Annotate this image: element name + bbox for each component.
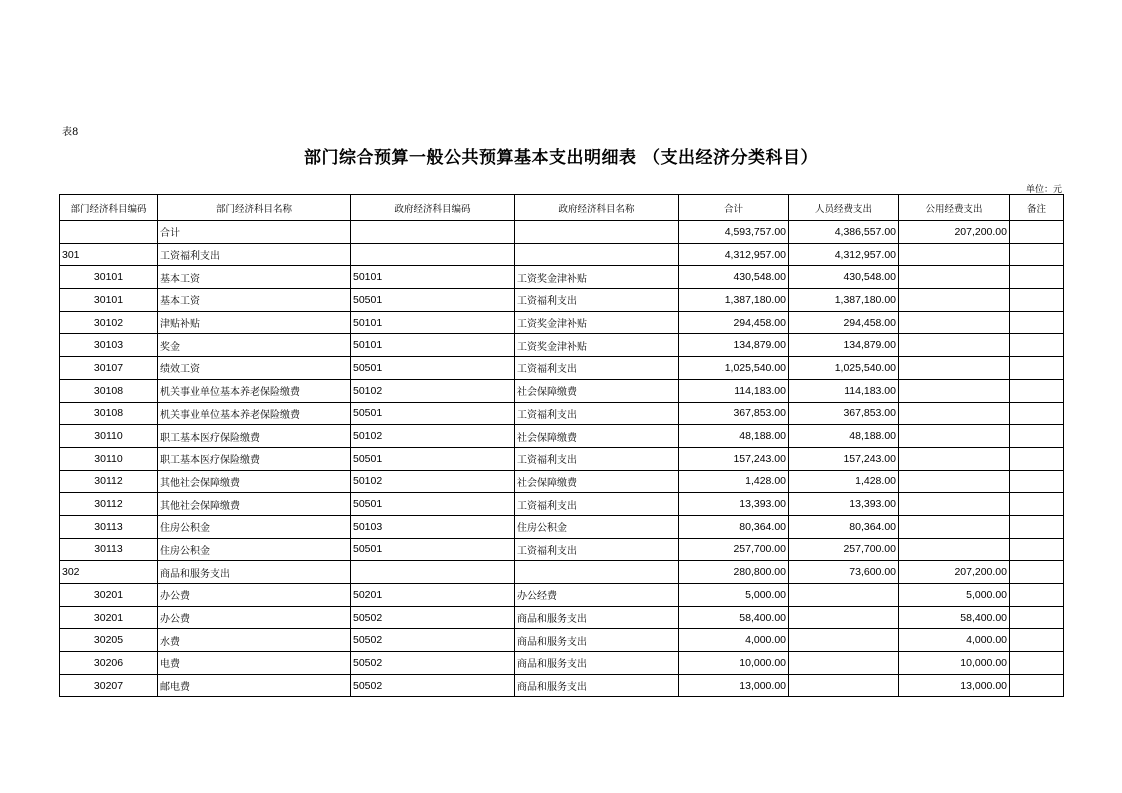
table-row: [60, 470, 1064, 493]
gov-name-cell: [515, 243, 679, 266]
table-row: [60, 289, 1064, 312]
unit-label: 单位：元: [1025, 185, 1062, 195]
gov-code-cell: 50501: [351, 357, 515, 380]
total-cell: 367,853.00: [679, 402, 789, 425]
gov-name-cell: 社会保障缴费: [515, 470, 679, 493]
table-row: [60, 357, 1064, 380]
remark-cell: [1010, 652, 1064, 675]
remark-cell: [1010, 425, 1064, 448]
dept-name-cell: 奖金: [158, 334, 351, 357]
personnel-cell: 430,548.00: [789, 266, 899, 289]
total-cell: 294,458.00: [679, 311, 789, 334]
dept-code-cell: 30205: [60, 629, 158, 652]
dept-code-cell: 30107: [60, 357, 158, 380]
gov-name-cell: 社会保障缴费: [515, 425, 679, 448]
gov-code-cell: 50101: [351, 311, 515, 334]
gov-code-cell: 50103: [351, 515, 515, 538]
gov-code-cell: [351, 221, 515, 244]
remark-cell: [1010, 447, 1064, 470]
dept-name-cell: 办公费: [158, 584, 351, 607]
dept-name-cell: 基本工资: [158, 289, 351, 312]
table-row: [60, 515, 1064, 538]
gov-name-cell: 工资福利支出: [515, 402, 679, 425]
gov-name-cell: 办公经费: [515, 584, 679, 607]
total-cell: 257,700.00: [679, 538, 789, 561]
gov-code-cell: 50502: [351, 674, 515, 697]
public-cell: [899, 402, 1010, 425]
table-row: [60, 674, 1064, 697]
gov-code-cell: 50201: [351, 584, 515, 607]
dept-code-cell: 30207: [60, 674, 158, 697]
personnel-cell: 367,853.00: [789, 402, 899, 425]
dept-name-cell: 其他社会保障缴费: [158, 470, 351, 493]
table-row: [60, 447, 1064, 470]
remark-cell: [1010, 402, 1064, 425]
dept-code-cell: 30206: [60, 652, 158, 675]
header-public: 公用经费支出: [899, 195, 1010, 221]
dept-code-cell: 30102: [60, 311, 158, 334]
table-row: [60, 493, 1064, 516]
gov-name-cell: 商品和服务支出: [515, 606, 679, 629]
dept-name-cell: 住房公积金: [158, 538, 351, 561]
remark-cell: [1010, 266, 1064, 289]
gov-code-cell: 50102: [351, 379, 515, 402]
remark-cell: [1010, 221, 1064, 244]
dept-name-cell: 住房公积金: [158, 515, 351, 538]
remark-cell: [1010, 606, 1064, 629]
total-cell: 5,000.00: [679, 584, 789, 607]
dept-code-cell: 30112: [60, 470, 158, 493]
dept-code-cell: 30112: [60, 493, 158, 516]
dept-name-cell: 商品和服务支出: [158, 561, 351, 584]
table-header-row: [60, 195, 1064, 221]
personnel-cell: [789, 584, 899, 607]
dept-name-cell: 绩效工资: [158, 357, 351, 380]
public-cell: [899, 493, 1010, 516]
remark-cell: [1010, 311, 1064, 334]
table-row: [60, 266, 1064, 289]
dept-name-cell: 工资福利支出: [158, 243, 351, 266]
gov-code-cell: [351, 561, 515, 584]
header-dept-code: 部门经济科目编码: [60, 195, 158, 221]
personnel-cell: 157,243.00: [789, 447, 899, 470]
total-cell: 48,188.00: [679, 425, 789, 448]
personnel-cell: 4,386,557.00: [789, 221, 899, 244]
gov-code-cell: [351, 243, 515, 266]
dept-code-cell: 30101: [60, 289, 158, 312]
remark-cell: [1010, 243, 1064, 266]
header-personnel: 人员经费支出: [789, 195, 899, 221]
header-dept-name: 部门经济科目名称: [158, 195, 351, 221]
dept-code-cell: 30110: [60, 425, 158, 448]
remark-cell: [1010, 674, 1064, 697]
public-cell: [899, 425, 1010, 448]
gov-name-cell: 工资奖金津补贴: [515, 334, 679, 357]
public-cell: [899, 243, 1010, 266]
remark-cell: [1010, 515, 1064, 538]
header-remark: 备注: [1010, 195, 1064, 221]
gov-code-cell: 50502: [351, 606, 515, 629]
personnel-cell: 4,312,957.00: [789, 243, 899, 266]
personnel-cell: 1,428.00: [789, 470, 899, 493]
total-cell: 114,183.00: [679, 379, 789, 402]
gov-code-cell: 50501: [351, 289, 515, 312]
dept-name-cell: 机关事业单位基本养老保险缴费: [158, 402, 351, 425]
public-cell: 5,000.00: [899, 584, 1010, 607]
public-cell: [899, 266, 1010, 289]
dept-name-cell: 职工基本医疗保险缴费: [158, 447, 351, 470]
public-cell: 207,200.00: [899, 561, 1010, 584]
total-cell: 10,000.00: [679, 652, 789, 675]
group-row: [60, 243, 1064, 266]
table-row: [60, 402, 1064, 425]
remark-cell: [1010, 470, 1064, 493]
table-row: [60, 425, 1064, 448]
personnel-cell: 294,458.00: [789, 311, 899, 334]
gov-name-cell: 工资福利支出: [515, 289, 679, 312]
dept-name-cell: 合计: [158, 221, 351, 244]
total-cell: 1,025,540.00: [679, 357, 789, 380]
public-cell: [899, 334, 1010, 357]
table-row: [60, 584, 1064, 607]
public-cell: [899, 470, 1010, 493]
public-cell: [899, 447, 1010, 470]
personnel-cell: 134,879.00: [789, 334, 899, 357]
dept-code-cell: 30201: [60, 606, 158, 629]
dept-code-cell: 30103: [60, 334, 158, 357]
total-cell: 4,000.00: [679, 629, 789, 652]
gov-name-cell: 工资福利支出: [515, 538, 679, 561]
personnel-cell: [789, 652, 899, 675]
total-cell: 134,879.00: [679, 334, 789, 357]
remark-cell: [1010, 379, 1064, 402]
personnel-cell: 1,025,540.00: [789, 357, 899, 380]
public-cell: 58,400.00: [899, 606, 1010, 629]
total-cell: 4,312,957.00: [679, 243, 789, 266]
table-row: [60, 629, 1064, 652]
remark-cell: [1010, 493, 1064, 516]
public-cell: [899, 538, 1010, 561]
gov-code-cell: 50501: [351, 402, 515, 425]
dept-code-cell: 301: [60, 243, 158, 266]
page-title: 部门综合预算一般公共预算基本支出明细表 （支出经济分类科目）: [304, 148, 818, 168]
dept-name-cell: 办公费: [158, 606, 351, 629]
gov-code-cell: 50502: [351, 652, 515, 675]
dept-name-cell: 津贴补贴: [158, 311, 351, 334]
dept-name-cell: 邮电费: [158, 674, 351, 697]
table-row: [60, 334, 1064, 357]
dept-name-cell: 机关事业单位基本养老保险缴费: [158, 379, 351, 402]
dept-name-cell: 职工基本医疗保险缴费: [158, 425, 351, 448]
table-row: [60, 606, 1064, 629]
gov-name-cell: 工资福利支出: [515, 493, 679, 516]
total-cell: 80,364.00: [679, 515, 789, 538]
dept-code-cell: 30113: [60, 538, 158, 561]
dept-code-cell: 30113: [60, 515, 158, 538]
remark-cell: [1010, 289, 1064, 312]
personnel-cell: 48,188.00: [789, 425, 899, 448]
public-cell: [899, 357, 1010, 380]
personnel-cell: [789, 606, 899, 629]
dept-code-cell: 30101: [60, 266, 158, 289]
gov-name-cell: [515, 561, 679, 584]
total-cell: 13,393.00: [679, 493, 789, 516]
dept-code-cell: 30108: [60, 379, 158, 402]
dept-code-cell: [60, 221, 158, 244]
personnel-cell: 1,387,180.00: [789, 289, 899, 312]
public-cell: 207,200.00: [899, 221, 1010, 244]
gov-code-cell: 50102: [351, 470, 515, 493]
table-row: [60, 538, 1064, 561]
public-cell: 13,000.00: [899, 674, 1010, 697]
total-cell: 58,400.00: [679, 606, 789, 629]
public-cell: [899, 289, 1010, 312]
public-cell: 10,000.00: [899, 652, 1010, 675]
header-gov-code: 政府经济科目编码: [351, 195, 515, 221]
gov-name-cell: 工资奖金津补贴: [515, 266, 679, 289]
gov-code-cell: 50501: [351, 493, 515, 516]
personnel-cell: 13,393.00: [789, 493, 899, 516]
public-cell: 4,000.00: [899, 629, 1010, 652]
total-row: [60, 221, 1064, 244]
remark-cell: [1010, 334, 1064, 357]
remark-cell: [1010, 561, 1064, 584]
dept-code-cell: 30201: [60, 584, 158, 607]
public-cell: [899, 379, 1010, 402]
dept-code-cell: 30108: [60, 402, 158, 425]
gov-code-cell: 50501: [351, 538, 515, 561]
gov-name-cell: 商品和服务支出: [515, 674, 679, 697]
table-row: [60, 379, 1064, 402]
group-row: [60, 561, 1064, 584]
gov-name-cell: 工资福利支出: [515, 447, 679, 470]
personnel-cell: 80,364.00: [789, 515, 899, 538]
total-cell: 157,243.00: [679, 447, 789, 470]
public-cell: [899, 311, 1010, 334]
total-cell: 280,800.00: [679, 561, 789, 584]
header-gov-name: 政府经济科目名称: [515, 195, 679, 221]
personnel-cell: [789, 674, 899, 697]
total-cell: 1,387,180.00: [679, 289, 789, 312]
personnel-cell: 73,600.00: [789, 561, 899, 584]
personnel-cell: [789, 629, 899, 652]
personnel-cell: 257,700.00: [789, 538, 899, 561]
personnel-cell: 114,183.00: [789, 379, 899, 402]
gov-code-cell: 50101: [351, 334, 515, 357]
gov-name-cell: 商品和服务支出: [515, 629, 679, 652]
gov-name-cell: [515, 221, 679, 244]
table-number-label: 表8: [62, 127, 79, 138]
remark-cell: [1010, 538, 1064, 561]
dept-code-cell: 302: [60, 561, 158, 584]
gov-name-cell: 社会保障缴费: [515, 379, 679, 402]
dept-name-cell: 其他社会保障缴费: [158, 493, 351, 516]
budget-detail-table: [59, 194, 1064, 697]
dept-name-cell: 基本工资: [158, 266, 351, 289]
public-cell: [899, 515, 1010, 538]
table-row: [60, 652, 1064, 675]
total-cell: 430,548.00: [679, 266, 789, 289]
gov-code-cell: 50102: [351, 425, 515, 448]
dept-name-cell: 水费: [158, 629, 351, 652]
remark-cell: [1010, 357, 1064, 380]
gov-name-cell: 商品和服务支出: [515, 652, 679, 675]
gov-name-cell: 工资奖金津补贴: [515, 311, 679, 334]
remark-cell: [1010, 629, 1064, 652]
header-total: 合计: [679, 195, 789, 221]
total-cell: 4,593,757.00: [679, 221, 789, 244]
table-row: [60, 311, 1064, 334]
gov-name-cell: 住房公积金: [515, 515, 679, 538]
gov-code-cell: 50502: [351, 629, 515, 652]
total-cell: 13,000.00: [679, 674, 789, 697]
gov-name-cell: 工资福利支出: [515, 357, 679, 380]
remark-cell: [1010, 584, 1064, 607]
total-cell: 1,428.00: [679, 470, 789, 493]
dept-name-cell: 电费: [158, 652, 351, 675]
dept-code-cell: 30110: [60, 447, 158, 470]
gov-code-cell: 50101: [351, 266, 515, 289]
gov-code-cell: 50501: [351, 447, 515, 470]
